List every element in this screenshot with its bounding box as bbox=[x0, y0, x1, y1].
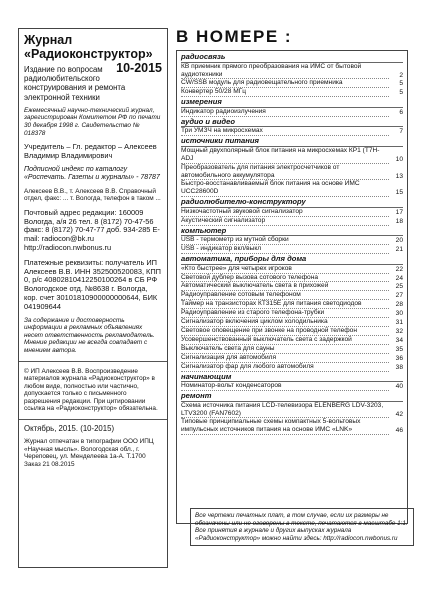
toc-entry[interactable] bbox=[181, 265, 403, 274]
toc-entry-title: Номинатор-вольт конденсаторов bbox=[181, 382, 389, 391]
toc-entry-page: 25 bbox=[395, 283, 403, 291]
toc-entry[interactable] bbox=[181, 354, 403, 363]
toc-entry-title: Акустический сигнализатор bbox=[181, 217, 389, 226]
toc-entry-title: СW/SSB модуль для радиовещательного приемника bbox=[181, 79, 389, 88]
disclaimer: За содержание и достоверность информации в рекламных объявлениях несет ответственность рекламодатель. Мнение редакции не всегда совпадает с мнением автора. bbox=[24, 316, 155, 354]
toc-entry-page: 5 bbox=[399, 80, 403, 88]
toc-entry-page: 10 bbox=[395, 155, 403, 163]
subscription-index: Подписной индекс по каталогу «Роспечать. Газеты и журналы» - 78787 bbox=[24, 165, 160, 182]
toc-entry-title: Радиоуправление сотовым телефоном bbox=[181, 291, 389, 300]
toc-entry-title: Световое оповещение при звонке на проводной телефон bbox=[181, 327, 389, 336]
journal-title-line2: «Радиоконструктор» bbox=[24, 47, 153, 61]
toc-entry[interactable] bbox=[181, 291, 403, 300]
toc-entry-title: Три УМЗЧ на микросхемах bbox=[181, 127, 389, 136]
toc-entry-title: Автоматический выключатель света в прихожей bbox=[181, 282, 389, 291]
toc-entry-page: 18 bbox=[395, 217, 403, 225]
toc-entry-title: Таймер на транзисторах КТ315Е для питания светодиодов bbox=[181, 300, 389, 309]
toc-entry-title: USB - индикатор вкл/выкл bbox=[181, 245, 389, 254]
imprint-panel bbox=[18, 28, 168, 568]
toc-entry[interactable] bbox=[181, 147, 403, 164]
section-heading: начинающим bbox=[181, 373, 403, 383]
toc-entry-page: 32 bbox=[395, 328, 403, 335]
toc-entry[interactable] bbox=[181, 208, 403, 217]
toc-entry[interactable] bbox=[181, 164, 403, 181]
section-heading: радиосвязь bbox=[181, 53, 403, 63]
toc-entry[interactable] bbox=[181, 236, 403, 245]
toc-entry-title: USB - термометр из мутной сборки bbox=[181, 236, 389, 245]
toc-entry[interactable] bbox=[181, 88, 403, 97]
section-heading: компьютер bbox=[181, 227, 403, 237]
section-heading: ремонт bbox=[181, 392, 403, 402]
journal-title bbox=[24, 33, 162, 75]
toc-entry[interactable] bbox=[181, 127, 403, 136]
toc-entry[interactable] bbox=[181, 363, 403, 372]
toc-entry-title: Сигнализатор фар для любого автомобиля bbox=[181, 363, 389, 372]
toc-entry-page: 5 bbox=[399, 89, 403, 97]
toc-entry-title: Сигнализация для автомобиля bbox=[181, 354, 389, 363]
divider bbox=[19, 361, 167, 362]
toc-entry[interactable] bbox=[181, 309, 403, 318]
payment-details: Платежные реквизиты: получатель ИП Алексеев В.В. ИНН 352500520083, КПП 0, р/с 40802810412250100264 в СБ РФ Вологодское отд. №8638 г. Вологда, кор. счет 30101810900000000644, БИК 041909644 bbox=[24, 257, 161, 311]
toc-entry-page: 36 bbox=[395, 354, 403, 362]
toc-entry-title: Быстро-восстанавливаемый блок питания на основе ИМС UCC28600D bbox=[181, 180, 389, 197]
toc-entry[interactable] bbox=[181, 327, 403, 336]
section-heading: аудио и видео bbox=[181, 118, 403, 128]
toc-entry-title: Типовые принципиальные схемы компактных 5-вольтовых импульсных источников питания на основе ИМС «LNK» bbox=[181, 418, 389, 435]
toc-entry-title: Низкочастотный звуковой сигнализатор bbox=[181, 208, 389, 217]
toc-entry-page: 28 bbox=[395, 301, 403, 309]
toc-entry-page: 24 bbox=[395, 274, 403, 282]
toc-entry-title: «Кто быстрее» для четырех игроков bbox=[181, 265, 389, 274]
staff-contacts: Алексеев В.В., т. Алексеев В.В. Справочный отдел, факс: ... т. Вологда, телефон в таком ... bbox=[24, 187, 161, 203]
toc-entry[interactable] bbox=[181, 300, 403, 309]
toc-entry[interactable] bbox=[181, 318, 403, 327]
contents-heading: В НОМЕРЕ : bbox=[176, 27, 293, 46]
toc-entry[interactable] bbox=[181, 245, 403, 254]
toc-entry[interactable] bbox=[181, 63, 403, 80]
toc-entry-page: 42 bbox=[395, 410, 403, 418]
contents-panel bbox=[176, 28, 408, 524]
section-heading: радиолюбителю-конструктору bbox=[181, 198, 403, 208]
toc-entry-title: Выключатель света для сауны bbox=[181, 345, 389, 354]
toc-entry[interactable] bbox=[181, 282, 403, 291]
toc-entry[interactable] bbox=[181, 345, 403, 354]
toc-entry-page: 46 bbox=[395, 427, 403, 435]
toc-entry[interactable] bbox=[181, 217, 403, 226]
issue-date: Октябрь, 2015. (10-2015) bbox=[24, 424, 115, 434]
toc-entry-page: 13 bbox=[395, 172, 403, 180]
toc-entry-title: Мощный двухполярный блок питания на микросхемах КР1 (Т7H-ADJ bbox=[181, 147, 389, 164]
toc-entry-title: Индикатор радиоизлучения bbox=[181, 108, 389, 117]
registration-info: Ежемесячный научно-технический журнал, зарегистрирован Комитетом РФ по печати 30 декабря 1998 г. Свидетельство № 018378 bbox=[24, 106, 161, 137]
journal-title-line1: Журнал bbox=[24, 33, 73, 47]
toc-entry-title: Радиоуправление из старого телефона-трубки bbox=[181, 309, 389, 318]
toc-entry-page: 31 bbox=[395, 319, 403, 327]
toc-entry-page: 27 bbox=[395, 292, 403, 300]
toc-entry-title: Схема источника питания LCD-телевизора ELENBERG LDV-3203, LTV3200 (FAN7602) bbox=[181, 402, 389, 419]
toc-entry-page: 35 bbox=[395, 345, 403, 353]
toc-entry-page: 34 bbox=[395, 336, 403, 344]
toc-entry-page: 22 bbox=[395, 265, 403, 273]
toc-entry-title: Сигнализатор включения циклом холодильника bbox=[181, 318, 389, 327]
printing-note: Все чертежи печатных плат, в том случае, если их размеры не обозначены или не оговорены в тексте, печатаются в масштабе 1:1. Все принятия в журнале и других выпусках журнала «Радиоконструктор» можно найти здесь: http://radiocon.nwbonus.ru bbox=[190, 508, 414, 546]
toc-entry-page: 30 bbox=[395, 310, 403, 318]
toc-entry[interactable] bbox=[181, 418, 403, 435]
toc-entry[interactable] bbox=[181, 402, 403, 419]
toc-entry[interactable] bbox=[181, 180, 403, 197]
founder-info: Учредитель – Гл. редактор – Алексеев Владимир Владимирович bbox=[24, 142, 157, 160]
toc-entry-page: 20 bbox=[395, 237, 403, 245]
toc-entry-page: 15 bbox=[395, 189, 403, 197]
table-of-contents bbox=[176, 50, 408, 524]
divider bbox=[19, 419, 167, 420]
section-heading: автоматика, приборы для дома bbox=[181, 255, 403, 265]
toc-entry-page: 7 bbox=[399, 128, 403, 136]
toc-entry-page: 17 bbox=[395, 208, 403, 216]
postal-address: Почтовый адрес редакции: 160009 Вологда, а/я 26 тел. 8 (8172) 70-47-56 факс: 8 (8172) 70-47-77 доб. 934-285 E-mail: radiocon@bk.ru http://radiocon.nwbonus.ru bbox=[24, 207, 160, 252]
toc-entry-page: 38 bbox=[395, 363, 403, 371]
toc-entry[interactable] bbox=[181, 108, 403, 117]
toc-entry-page: 40 bbox=[395, 383, 403, 391]
toc-entry-title: КВ приемник прямого преобразования на ИМС от бытовой аудиотехники bbox=[181, 63, 389, 80]
toc-entry[interactable] bbox=[181, 79, 403, 88]
toc-entry-page: 21 bbox=[395, 246, 403, 254]
toc-entry[interactable] bbox=[181, 336, 403, 345]
printing-info: Журнал отпечатан в типографии ООО ИПЦ «Научная мысль». Вологодская обл., г. Череповец, ул. Менделеева 1а-А. Т.1700 Заказ 21 08.2015 bbox=[24, 438, 154, 468]
copyright-notice: © ИП Алексеев В.В. Воспроизведение материалов журнала «Радиоконструктор» в любом виде, полностью или частично, допускается только с письменного разрешения редакции. При цитировании ссылка на «Радиоконструктор» обязательна. bbox=[24, 367, 158, 413]
issue-number: 10-2015 bbox=[116, 61, 162, 75]
toc-entry-title: Световой дублер вызова сотового телефона bbox=[181, 274, 389, 283]
toc-entry-title: Преобразователь для питания электросчетчиков от автомобильного аккумулятора bbox=[181, 164, 389, 181]
edition-description: Издание по вопросам радиолюбительского конструирования и ремонта электронной техники bbox=[24, 65, 126, 102]
toc-entry-page: 2 bbox=[399, 71, 403, 79]
toc-entry[interactable] bbox=[181, 382, 403, 391]
toc-entry-title: Конвертер 50/28 МГц bbox=[181, 88, 389, 97]
toc-entry-page: 6 bbox=[399, 108, 403, 116]
section-heading: измерения bbox=[181, 98, 403, 108]
toc-entry-title: Усовершенствованный выключатель света с задержкой bbox=[181, 336, 389, 345]
section-heading: источники питания bbox=[181, 137, 403, 147]
